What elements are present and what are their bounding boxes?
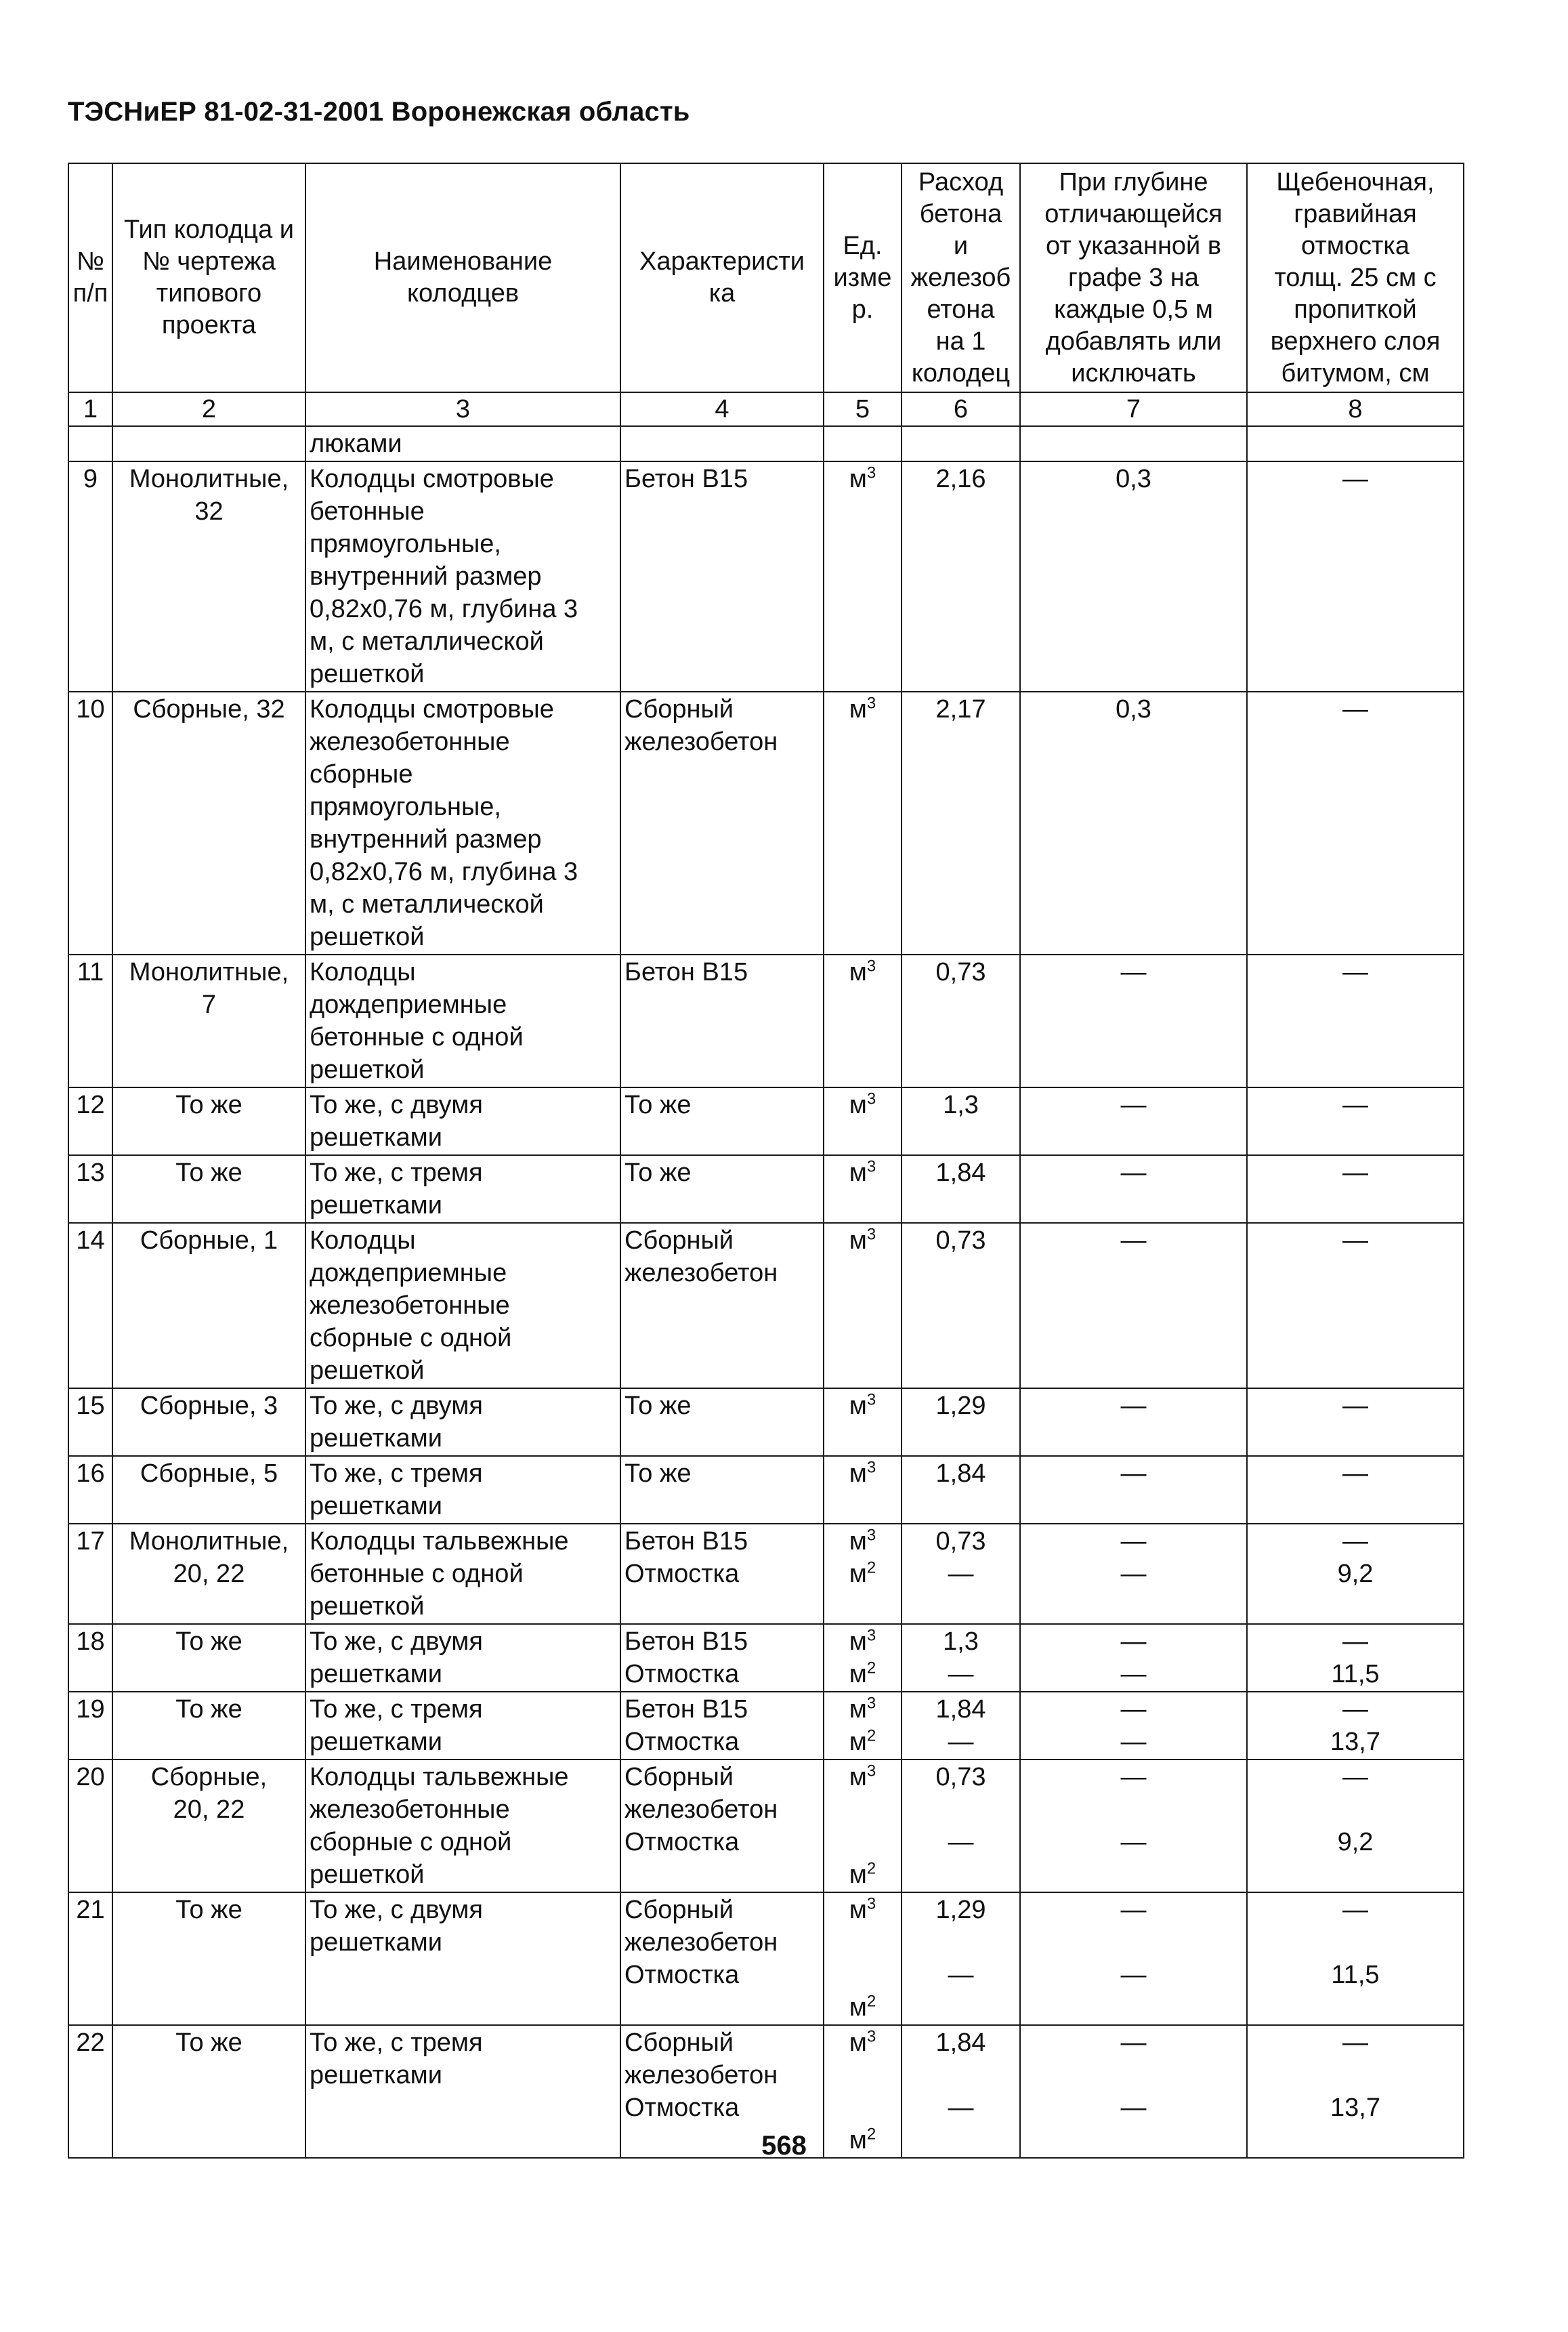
cell-rate-per-well: 1,84 — [902, 1692, 1020, 1760]
cell-pavement: — 9,2 [1247, 1760, 1464, 1892]
cell-well-name: Колодцы тальвежные железобетонные сборные с одной решеткой [305, 1760, 620, 1892]
cell-characteristic: Сборный железобетон Отмостка [620, 1892, 824, 2025]
cell-depth-adjust: — — [1020, 1624, 1247, 1692]
unit-primary: $м^3$ [849, 1626, 876, 1656]
cell-type-drawing: То же [112, 1624, 305, 1692]
cell-pavement: — 13,7 [1247, 1692, 1464, 1760]
unit-primary: $м^3$ [849, 1225, 876, 1255]
page-number: 568 [761, 2131, 807, 2161]
cell-pavement: — 13,7 [1247, 2025, 1464, 2158]
cell-depth-adjust: — [1020, 1155, 1247, 1223]
col-number: 5 [824, 392, 902, 426]
col-header-num: № п/п [68, 163, 112, 392]
table-row [68, 1892, 1464, 2025]
cell-unit [824, 1087, 902, 1155]
table-row [68, 1155, 1464, 1223]
cell-pavement: — [1247, 1087, 1464, 1155]
wells-rates-table [68, 163, 1464, 2159]
cell-unit [824, 1388, 902, 1456]
cell-type-drawing: Сборные, 32 [112, 692, 305, 955]
cell-characteristic: Сборный железобетон Отмостка [620, 2025, 824, 2158]
cell-depth-adjust: 0,3 [1020, 461, 1247, 692]
cell-type-drawing: Монолитные, 32 [112, 461, 305, 692]
table-row [68, 955, 1464, 1087]
cell-well-name: То же, с тремя решетками [305, 2025, 620, 2158]
col-number: 4 [620, 392, 824, 426]
cell-rate-per-well: 1,29 — [902, 1892, 1020, 2025]
unit-primary: $м^3$ [849, 1157, 876, 1187]
cell-pavement: — [1247, 1223, 1464, 1388]
cell-well-name: То же, с двумя решетками [305, 1624, 620, 1692]
cell-type-drawing: Сборные, 3 [112, 1388, 305, 1456]
table-row [68, 1087, 1464, 1155]
col-header-rate: Расход бетона и железоб етона на 1 колодец [902, 163, 1020, 392]
cell-characteristic: Бетон В15 Отмостка [620, 1524, 824, 1624]
continuation-text: люками [305, 426, 620, 461]
unit-primary: $м^3$ [849, 1762, 876, 1791]
unit-secondary: $м^2$ [849, 1659, 876, 1688]
column-numbers-row [68, 392, 1464, 426]
cell-row-number: 11 [68, 955, 112, 1087]
cell-rate-per-well: 0,73 [902, 955, 1020, 1087]
cell-row-number: 17 [68, 1524, 112, 1624]
table-header-row [68, 163, 1464, 392]
col-header-unit: Ед. изме р. [824, 163, 902, 392]
unit-primary: $м^3$ [849, 1458, 876, 1488]
cell-rate-per-well: 0,73 — [902, 1524, 1020, 1624]
cell-depth-adjust: — — [1020, 1524, 1247, 1624]
unit-secondary: $м^2$ [849, 1558, 876, 1588]
cell-unit [824, 692, 902, 955]
cell-pavement: — 11,5 [1247, 1624, 1464, 1692]
cell-type-drawing: Монолитные, 20, 22 [112, 1524, 305, 1624]
cell-row-number: 10 [68, 692, 112, 955]
col-number: 6 [902, 392, 1020, 426]
col-header-pavement: Щебеночная, гравийная отмостка толщ. 25 см с пропиткой верхнего слоя битумом, см [1247, 163, 1464, 392]
cell-characteristic: То же [620, 1388, 824, 1456]
table-row [68, 1456, 1464, 1524]
cell-type-drawing: Сборные, 1 [112, 1223, 305, 1388]
unit-primary: $м^3$ [849, 2027, 876, 2057]
cell-depth-adjust: — [1020, 1456, 1247, 1524]
document-header: ТЭСНиЕР 81-02-31-2001 Воронежская область [68, 97, 690, 127]
cell-rate-per-well: 0,73 — [902, 1760, 1020, 1892]
cell-well-name: То же, с тремя решетками [305, 1456, 620, 1524]
table-row [68, 1388, 1464, 1456]
cell-well-name: Колодцы тальвежные бетонные с одной решеткой [305, 1524, 620, 1624]
unit-secondary: $м^2$ [849, 1859, 876, 1889]
cell-well-name: То же, с тремя решетками [305, 1155, 620, 1223]
cell-type-drawing: Монолитные, 7 [112, 955, 305, 1087]
cell-row-number: 14 [68, 1223, 112, 1388]
unit-primary: $м^3$ [849, 1390, 876, 1420]
col-number: 1 [68, 392, 112, 426]
cell-unit [824, 461, 902, 692]
cell-unit [824, 1892, 902, 2025]
cell-characteristic: Бетон В15 Отмостка [620, 1692, 824, 1760]
unit-secondary: $м^2$ [849, 1992, 876, 2022]
cell-type-drawing: То же [112, 1087, 305, 1155]
cell-rate-per-well: 1,3 [902, 1087, 1020, 1155]
cell-pavement: — [1247, 955, 1464, 1087]
cell-unit [824, 1624, 902, 1692]
cell-well-name: То же, с двумя решетками [305, 1087, 620, 1155]
cell-pavement: — [1247, 1155, 1464, 1223]
unit-primary: $м^3$ [849, 463, 876, 493]
cell-type-drawing: То же [112, 1692, 305, 1760]
cell-characteristic: Сборный железобетон [620, 1223, 824, 1388]
col-number: 3 [305, 392, 620, 426]
cell-rate-per-well: 1,3 — [902, 1624, 1020, 1692]
cell-type-drawing: То же [112, 1155, 305, 1223]
unit-primary: $м^3$ [849, 694, 876, 724]
unit-secondary: $м^2$ [849, 1726, 876, 1756]
cell-characteristic: Бетон В15 [620, 955, 824, 1087]
cell-characteristic: То же [620, 1155, 824, 1223]
table-row [68, 1524, 1464, 1624]
cell-depth-adjust: — — [1020, 1892, 1247, 2025]
cell-depth-adjust: — [1020, 1087, 1247, 1155]
col-header-name: Наименование колодцев [305, 163, 620, 392]
cell-characteristic: Бетон В15 Отмостка [620, 1624, 824, 1692]
col-number: 8 [1247, 392, 1464, 426]
cell-type-drawing: Сборные, 20, 22 [112, 1760, 305, 1892]
continuation-row [68, 426, 1464, 461]
cell-well-name: Колодцы дождеприемные бетонные с одной решеткой [305, 955, 620, 1087]
cell-row-number: 12 [68, 1087, 112, 1155]
cell-well-name: То же, с тремя решетками [305, 1692, 620, 1760]
cell-row-number: 9 [68, 461, 112, 692]
unit-primary: $м^3$ [849, 1526, 876, 1556]
cell-characteristic: То же [620, 1456, 824, 1524]
table-row [68, 1760, 1464, 1892]
cell-row-number: 18 [68, 1624, 112, 1692]
cell-well-name: Колодцы дождеприемные железобетонные сборные с одной решеткой [305, 1223, 620, 1388]
table-row [68, 1692, 1464, 1760]
cell-rate-per-well: 2,17 [902, 692, 1020, 955]
cell-pavement: — 9,2 [1247, 1524, 1464, 1624]
cell-type-drawing: То же [112, 1892, 305, 2025]
cell-depth-adjust: — — [1020, 1760, 1247, 1892]
cell-unit [824, 1760, 902, 1892]
cell-pavement: — [1247, 1456, 1464, 1524]
unit-primary: $м^3$ [849, 1694, 876, 1724]
cell-characteristic: Сборный железобетон Отмостка [620, 1760, 824, 1892]
cell-row-number: 20 [68, 1760, 112, 1892]
cell-row-number: 21 [68, 1892, 112, 2025]
col-header-type: Тип колодца и № чертежа типового проекта [112, 163, 305, 392]
cell-pavement: — [1247, 461, 1464, 692]
cell-unit [824, 1456, 902, 1524]
cell-rate-per-well: 2,16 [902, 461, 1020, 692]
cell-well-name: То же, с двумя решетками [305, 1388, 620, 1456]
table-row [68, 1223, 1464, 1388]
unit-primary: $м^3$ [849, 1894, 876, 1924]
cell-characteristic: Бетон В15 [620, 461, 824, 692]
cell-rate-per-well: 0,73 [902, 1223, 1020, 1388]
cell-row-number: 19 [68, 1692, 112, 1760]
cell-rate-per-well: 1,84 — [902, 2025, 1020, 2158]
cell-unit [824, 1524, 902, 1624]
cell-row-number: 13 [68, 1155, 112, 1223]
cell-well-name: То же, с двумя решетками [305, 1892, 620, 2025]
cell-row-number: 15 [68, 1388, 112, 1456]
cell-depth-adjust: — [1020, 1223, 1247, 1388]
cell-type-drawing: Сборные, 5 [112, 1456, 305, 1524]
col-number: 2 [112, 392, 305, 426]
cell-row-number: 22 [68, 2025, 112, 2158]
cell-unit [824, 1155, 902, 1223]
cell-characteristic: Сборный железобетон [620, 692, 824, 955]
cell-unit [824, 1223, 902, 1388]
cell-row-number: 16 [68, 1456, 112, 1524]
cell-depth-adjust: — [1020, 955, 1247, 1087]
cell-unit [824, 955, 902, 1087]
table-row [68, 1624, 1464, 1692]
col-header-characteristic: Характеристи ка [620, 163, 824, 392]
cell-type-drawing: То же [112, 2025, 305, 2158]
unit-primary: $м^3$ [849, 957, 876, 986]
cell-rate-per-well: 1,84 [902, 1456, 1020, 1524]
unit-secondary: $м^2$ [849, 2125, 876, 2154]
cell-characteristic: То же [620, 1087, 824, 1155]
cell-depth-adjust: — — [1020, 1692, 1247, 1760]
table-row [68, 461, 1464, 692]
cell-pavement: — 11,5 [1247, 1892, 1464, 2025]
table-row [68, 692, 1464, 955]
cell-pavement: — [1247, 1388, 1464, 1456]
cell-well-name: Колодцы смотровые бетонные прямоугольные, внутренний размер 0,82х0,76 м, глубина 3 м, с металлической решеткой [305, 461, 620, 692]
unit-primary: $м^3$ [849, 1089, 876, 1119]
cell-well-name: Колодцы смотровые железобетонные сборные прямоугольные, внутренний размер 0,82х0,76 м, глубина 3 м, с металлической решеткой [305, 692, 620, 955]
col-number: 7 [1020, 392, 1247, 426]
cell-depth-adjust: — — [1020, 2025, 1247, 2158]
col-header-depth-adjust: При глубине отличающейся от указанной в графе 3 на каждые 0,5 м добавлять или исключать [1020, 163, 1247, 392]
cell-pavement: — [1247, 692, 1464, 955]
cell-rate-per-well: 1,29 [902, 1388, 1020, 1456]
cell-rate-per-well: 1,84 [902, 1155, 1020, 1223]
cell-depth-adjust: — [1020, 1388, 1247, 1456]
cell-unit [824, 1692, 902, 1760]
cell-depth-adjust: 0,3 [1020, 692, 1247, 955]
